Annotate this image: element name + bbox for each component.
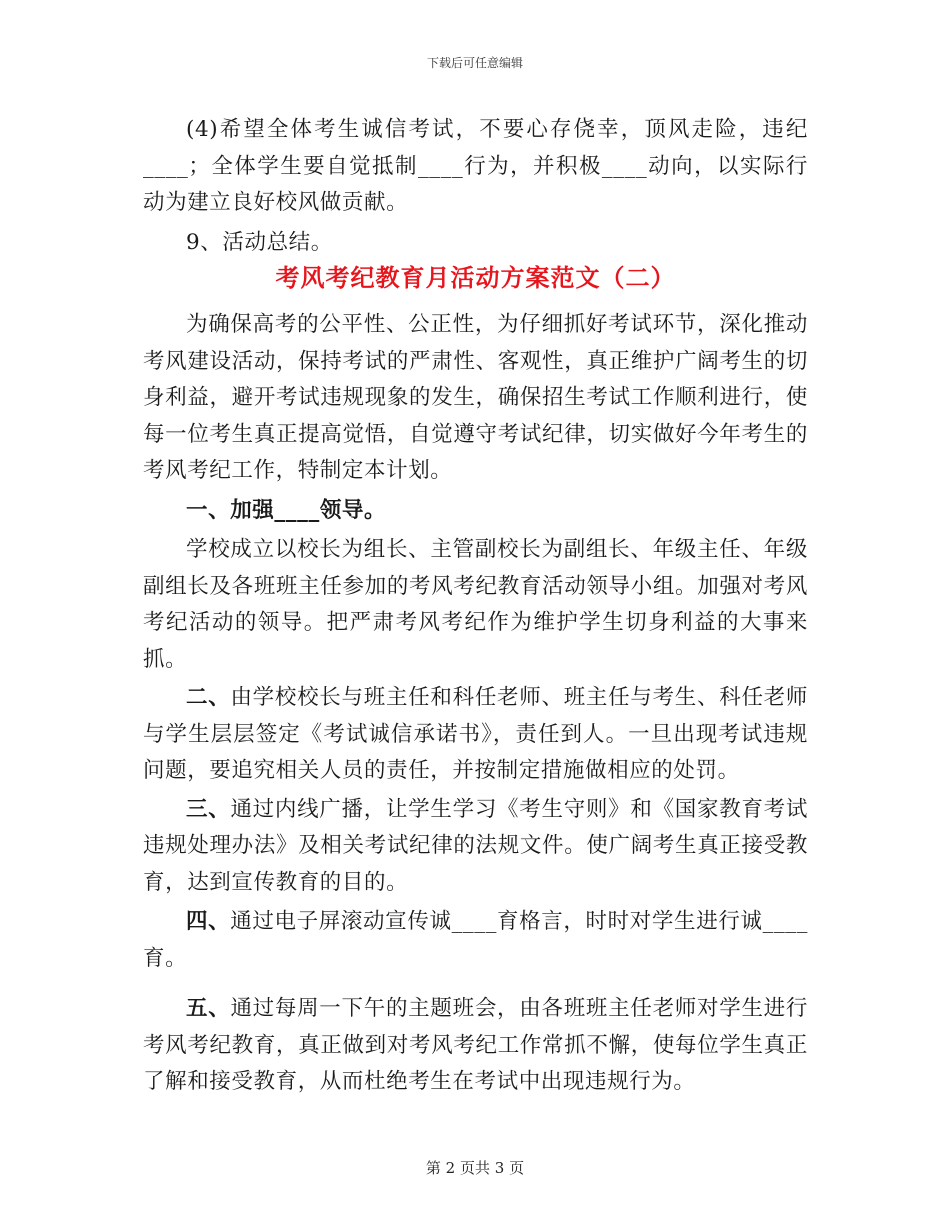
text-segment: 一、加强	[186, 497, 275, 523]
item-number: 二、	[186, 685, 231, 710]
text-segment: 行为，并积极	[463, 153, 602, 179]
fill-blank: ____	[601, 153, 648, 179]
text-segment: ；全体学生要自觉抵制	[188, 153, 418, 179]
paragraph-section-two	[143, 680, 808, 790]
page-footer: 第 2 页共 3 页	[425, 1159, 525, 1177]
fill-blank: ____	[762, 909, 808, 934]
paragraph-activity-summary: 9、活动总结。	[186, 229, 333, 255]
item-number: 四、	[186, 909, 231, 934]
paragraph-4-hope	[143, 112, 808, 222]
text-segment: 通过每周一下午的主题班会，由各班班主任老师对学生进行考风考纪教育，真正做到对考风考纪工作常抓不懈，使每位学生真正了解和接受教育，从而杜绝考生在考试中出现违规行为。	[143, 996, 808, 1094]
text-segment: 育格言，时时对学生进行诚	[496, 909, 763, 934]
text-segment: 育。	[143, 945, 188, 971]
text-segment: (4)希望全体考生诚信考试，不要心存侥幸，顶风走险，违纪	[186, 117, 808, 142]
text-segment: 由学校校长与班主任和科任老师、班主任与考生、科任老师与学生层层签定《考试诚信承诺书》，责任到人。一旦出现考试违规问题，要追究相关人员的责任，并按制定措施做相应的处罚。	[143, 685, 808, 783]
text-segment: 动向，以实际行动为建立良好校风做贡献。	[143, 153, 808, 215]
paragraph-leadership-group: 学校成立以校长为组长、主管副校长为副组长、年级主任、年级副组长及各班班主任参加的考风考纪教育活动领导小组。加强对考风考纪活动的领导。把严肃考风考纪作为维护学生切身利益的大事来抓。	[143, 537, 808, 672]
heading-strengthen-leadership	[143, 493, 808, 530]
document-body	[143, 112, 808, 1101]
paragraph-section-three	[143, 792, 808, 902]
fill-blank: ____	[274, 497, 320, 523]
fill-blank: ____	[143, 153, 189, 179]
text-segment: 通过电子屏滚动宣传诚	[230, 909, 452, 934]
fill-blank: ____	[417, 153, 464, 179]
section-title: 考风考纪教育月活动方案范文（二）	[275, 263, 676, 292]
fill-blank: ____	[451, 909, 497, 934]
paragraph-section-five	[143, 991, 808, 1101]
item-number: 三、	[186, 796, 231, 822]
paragraph-intro: 为确保高考的公平性、公正性，为仔细抓好考试环节，深化推动考风建设活动，保持考试的严肃性、客观性，真正维护广阔考生的切身利益，避开考试违规现象的发生，确保招生考试工作顺利进行，使每一位考生真正提高觉悟，自觉遵守考试纪律，切实做好今年考生的考风考纪工作，特制定本计划。	[143, 312, 808, 483]
text-segment: 通过内线广播，让学生学习《考生守则》和《国家教育考试违规处理办法》及相关考试纪律的法规文件。使广阔考生真正接受教育，达到宣传教育的目的。	[143, 796, 808, 895]
page-header: 下载后可任意编辑	[426, 56, 523, 70]
text-segment: 领导。	[319, 497, 387, 523]
paragraph-section-four	[143, 904, 808, 977]
item-number: 五、	[186, 996, 231, 1021]
